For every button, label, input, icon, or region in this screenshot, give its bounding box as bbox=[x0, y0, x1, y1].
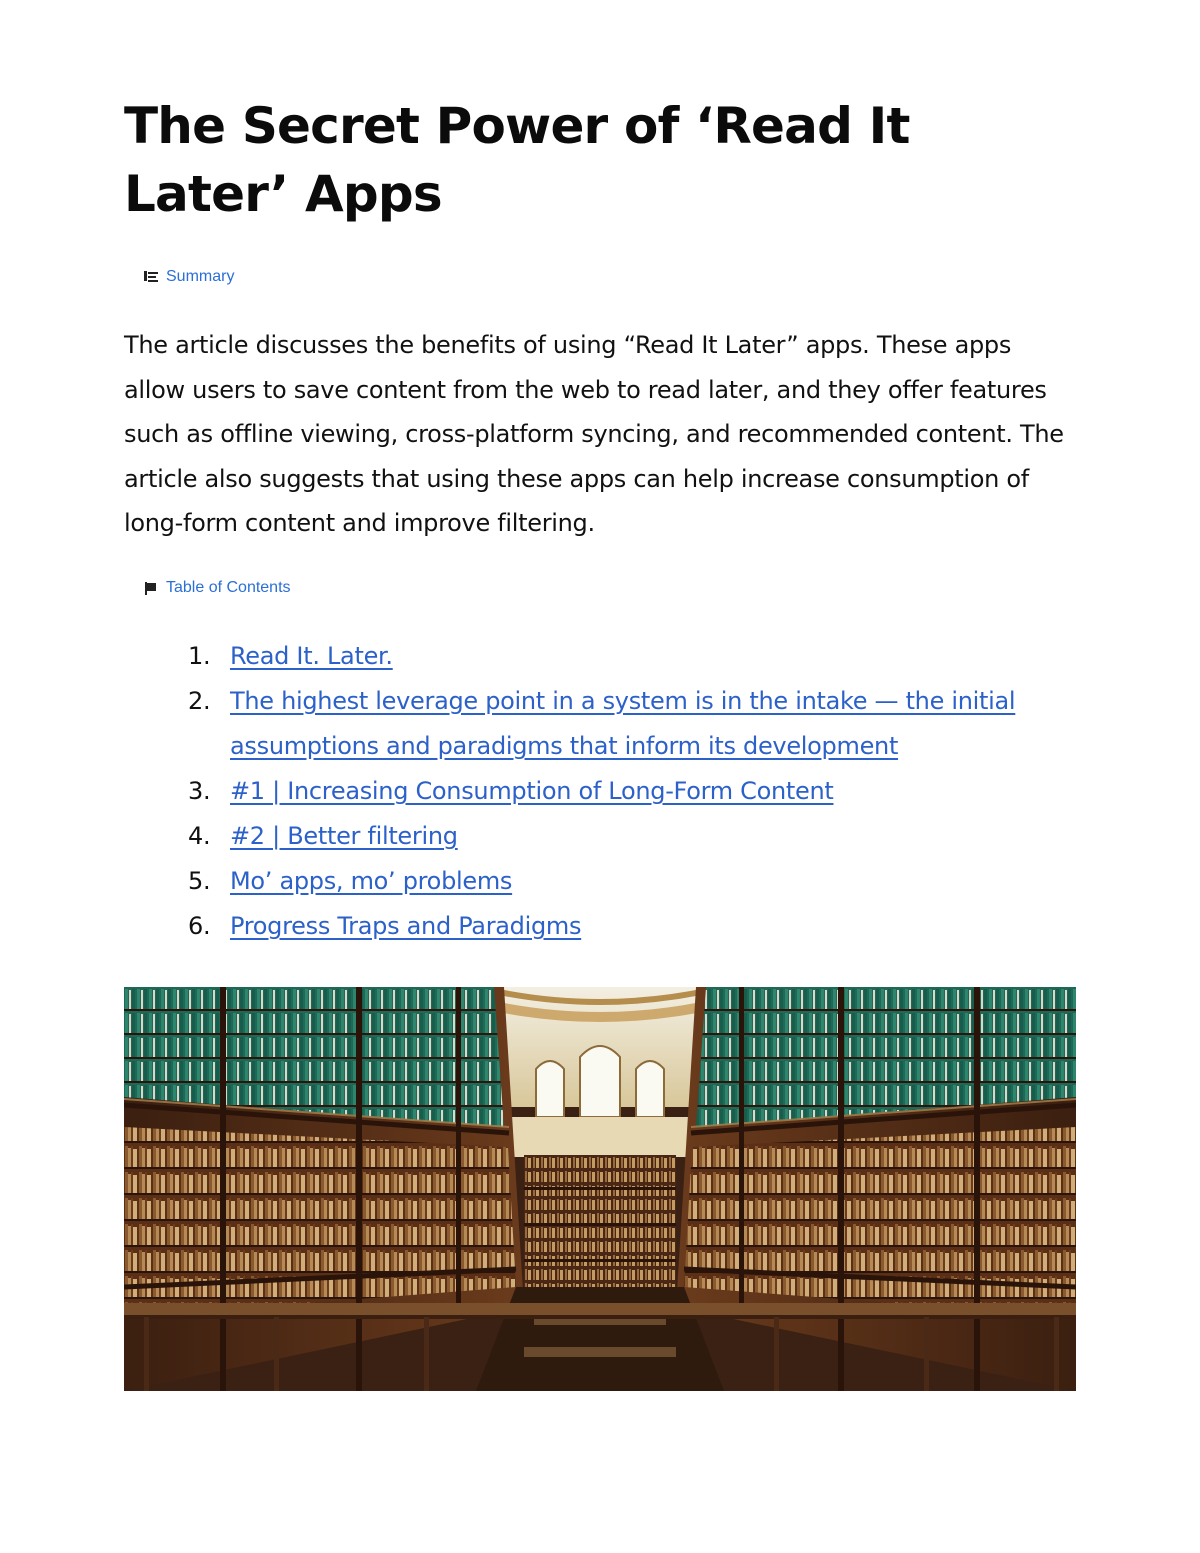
table-of-contents bbox=[182, 634, 1076, 949]
toc-label: Table of Contents bbox=[166, 579, 291, 596]
toc-link-long-form[interactable]: #1 | Increasing Consumption of Long-Form Content bbox=[230, 777, 834, 805]
flag-icon bbox=[144, 581, 158, 595]
toc-link-mo-apps[interactable]: Mo’ apps, mo’ problems bbox=[230, 867, 513, 895]
summary-toggle[interactable] bbox=[144, 268, 234, 286]
article-title: The Secret Power of ‘Read It Later’ Apps bbox=[124, 97, 910, 223]
toc-item-number: 1. bbox=[188, 642, 211, 670]
toc-link-progress-traps[interactable]: Progress Traps and Paradigms bbox=[230, 912, 582, 940]
toc-link-highest-leverage[interactable]: The highest leverage point in a system is in the intake — the initial assumptions and paradigms that inform its development bbox=[230, 687, 1016, 760]
toc-item-number: 6. bbox=[188, 912, 211, 940]
library-hero-image bbox=[124, 987, 1076, 1391]
toc-item bbox=[182, 904, 1076, 949]
toc-item-number: 3. bbox=[188, 777, 211, 805]
toc-toggle[interactable] bbox=[144, 579, 291, 597]
summary-text: The article discusses the benefits of using “Read It Later” apps. These apps allow users to save content from the web to read later, and they offer features such as offline viewing, cross-platform syncing, and recommended content. The article also suggests that using these apps can help increase consumption of long-form content and improve filtering. bbox=[124, 331, 1064, 537]
list-icon bbox=[144, 270, 158, 284]
toc-item bbox=[182, 859, 1076, 904]
toc-item-number: 4. bbox=[188, 822, 211, 850]
toc-link-read-it-later[interactable]: Read It. Later. bbox=[230, 642, 393, 670]
toc-item bbox=[182, 814, 1076, 859]
toc-item-number: 2. bbox=[188, 687, 211, 715]
toc-item bbox=[182, 679, 1076, 769]
toc-item bbox=[182, 769, 1076, 814]
toc-item-number: 5. bbox=[188, 867, 211, 895]
toc-link-better-filtering[interactable]: #2 | Better filtering bbox=[230, 822, 458, 850]
toc-item bbox=[182, 634, 1076, 679]
summary-label: Summary bbox=[166, 268, 235, 285]
